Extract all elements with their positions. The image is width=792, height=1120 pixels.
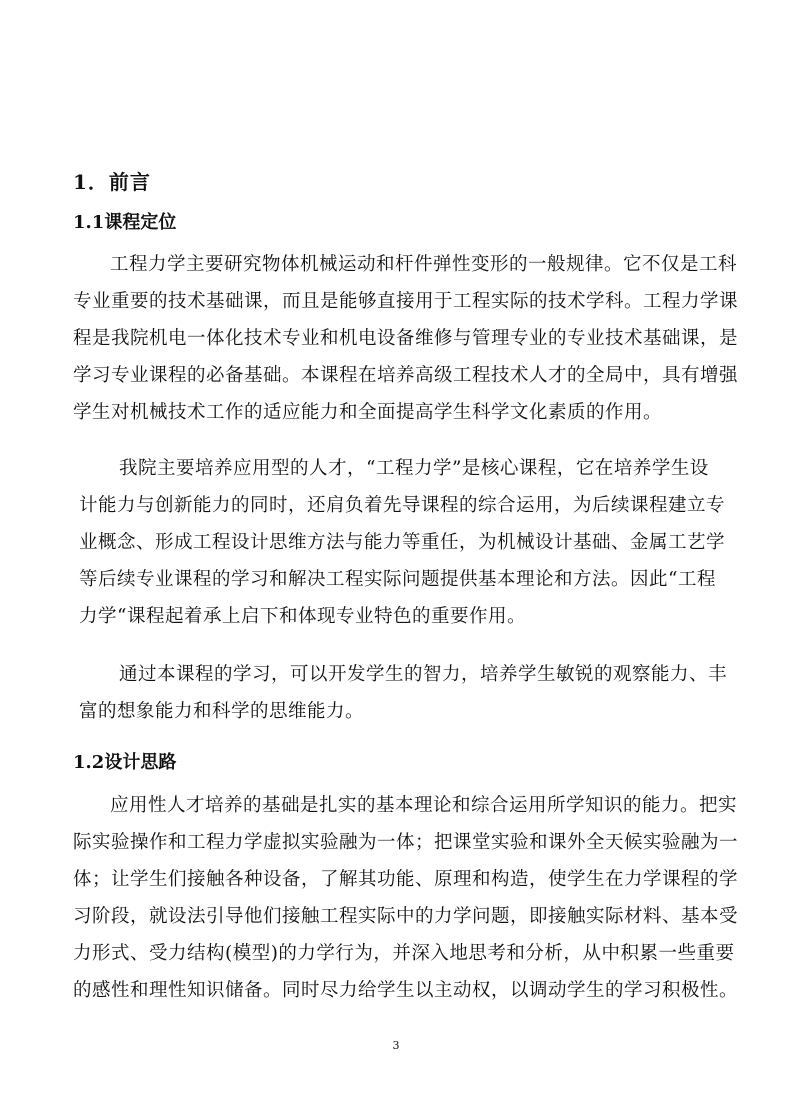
text-line: 习阶段，就设法引导他们接触工程实际中的力学问题，即接触实际材料、基本受: [73, 906, 739, 927]
text-line: 应用性人才培养的基础是扎实的基本理论和综合运用所学知识的能力。把实: [110, 795, 738, 816]
text-line: 我院主要培养应用型的人才，“工程力学”是核心课程，它在培养学生设: [119, 458, 709, 479]
text-line: 力形式、受力结构(模型)的力学行为，并深入地思考和分析，从中积累一些重要: [73, 943, 735, 964]
text-line: 专业重要的技术基础课，而且是能够直接用于工程实际的技术学科。工程力学课: [73, 291, 739, 312]
text-line: 程是我院机电一体化技术专业和机电设备维修与管理专业的专业技术基础课，是: [73, 328, 739, 349]
text-line: 的感性和理性知识储备。同时尽力给学生以主动权，以调动学生的学习积极性。: [73, 980, 739, 1001]
section-title-1-1: 1.1课程定位: [73, 212, 177, 233]
text-line: 业概念、形成工程设计思维方法与能力等重任，为机械设计基础、金属工艺学: [79, 532, 726, 553]
page-number: 3: [392, 1039, 400, 1052]
text-line: 体；让学生们接触各种设备，了解其功能、原理和构造，使学生在力学课程的学: [73, 869, 739, 890]
text-line: 力学“课程起着承上启下和体现专业特色的重要作用。: [79, 606, 526, 627]
text-line: 通过本课程的学习，可以开发学生的智力，培养学生敏锐的观察能力、丰: [119, 664, 728, 685]
text-line: 学生对机械技术工作的适应能力和全面提高学生科学文化素质的作用。: [73, 402, 663, 423]
text-line: 学习专业课程的必备基础。本课程在培养高级工程技术人才的全局中，具有增强: [73, 365, 739, 386]
text-line: 工程力学主要研究物体机械运动和杆件弹性变形的一般规律。它不仅是工科: [110, 254, 738, 275]
text-line: 计能力与创新能力的同时，还肩负着先导课程的综合运用，为后续课程建立专: [79, 495, 726, 516]
text-line: 富的想象能力和科学的思维能力。: [79, 701, 365, 722]
text-line: 等后续专业课程的学习和解决工程实际问题提供基本理论和方法。因此“工程: [79, 569, 716, 590]
paragraph-learning-benefits: [79, 656, 739, 730]
chapter-heading: 1．前言: [73, 170, 151, 194]
paragraph-design-approach: [73, 787, 739, 1009]
text-line: 际实验操作和工程力学虚拟实验融为一体；把课堂实验和课外全天候实验融为一: [73, 832, 739, 853]
paragraph-course-positioning: [73, 246, 739, 431]
section-title-1-2: 1.2设计思路: [73, 752, 177, 773]
paragraph-core-course: [79, 450, 739, 635]
